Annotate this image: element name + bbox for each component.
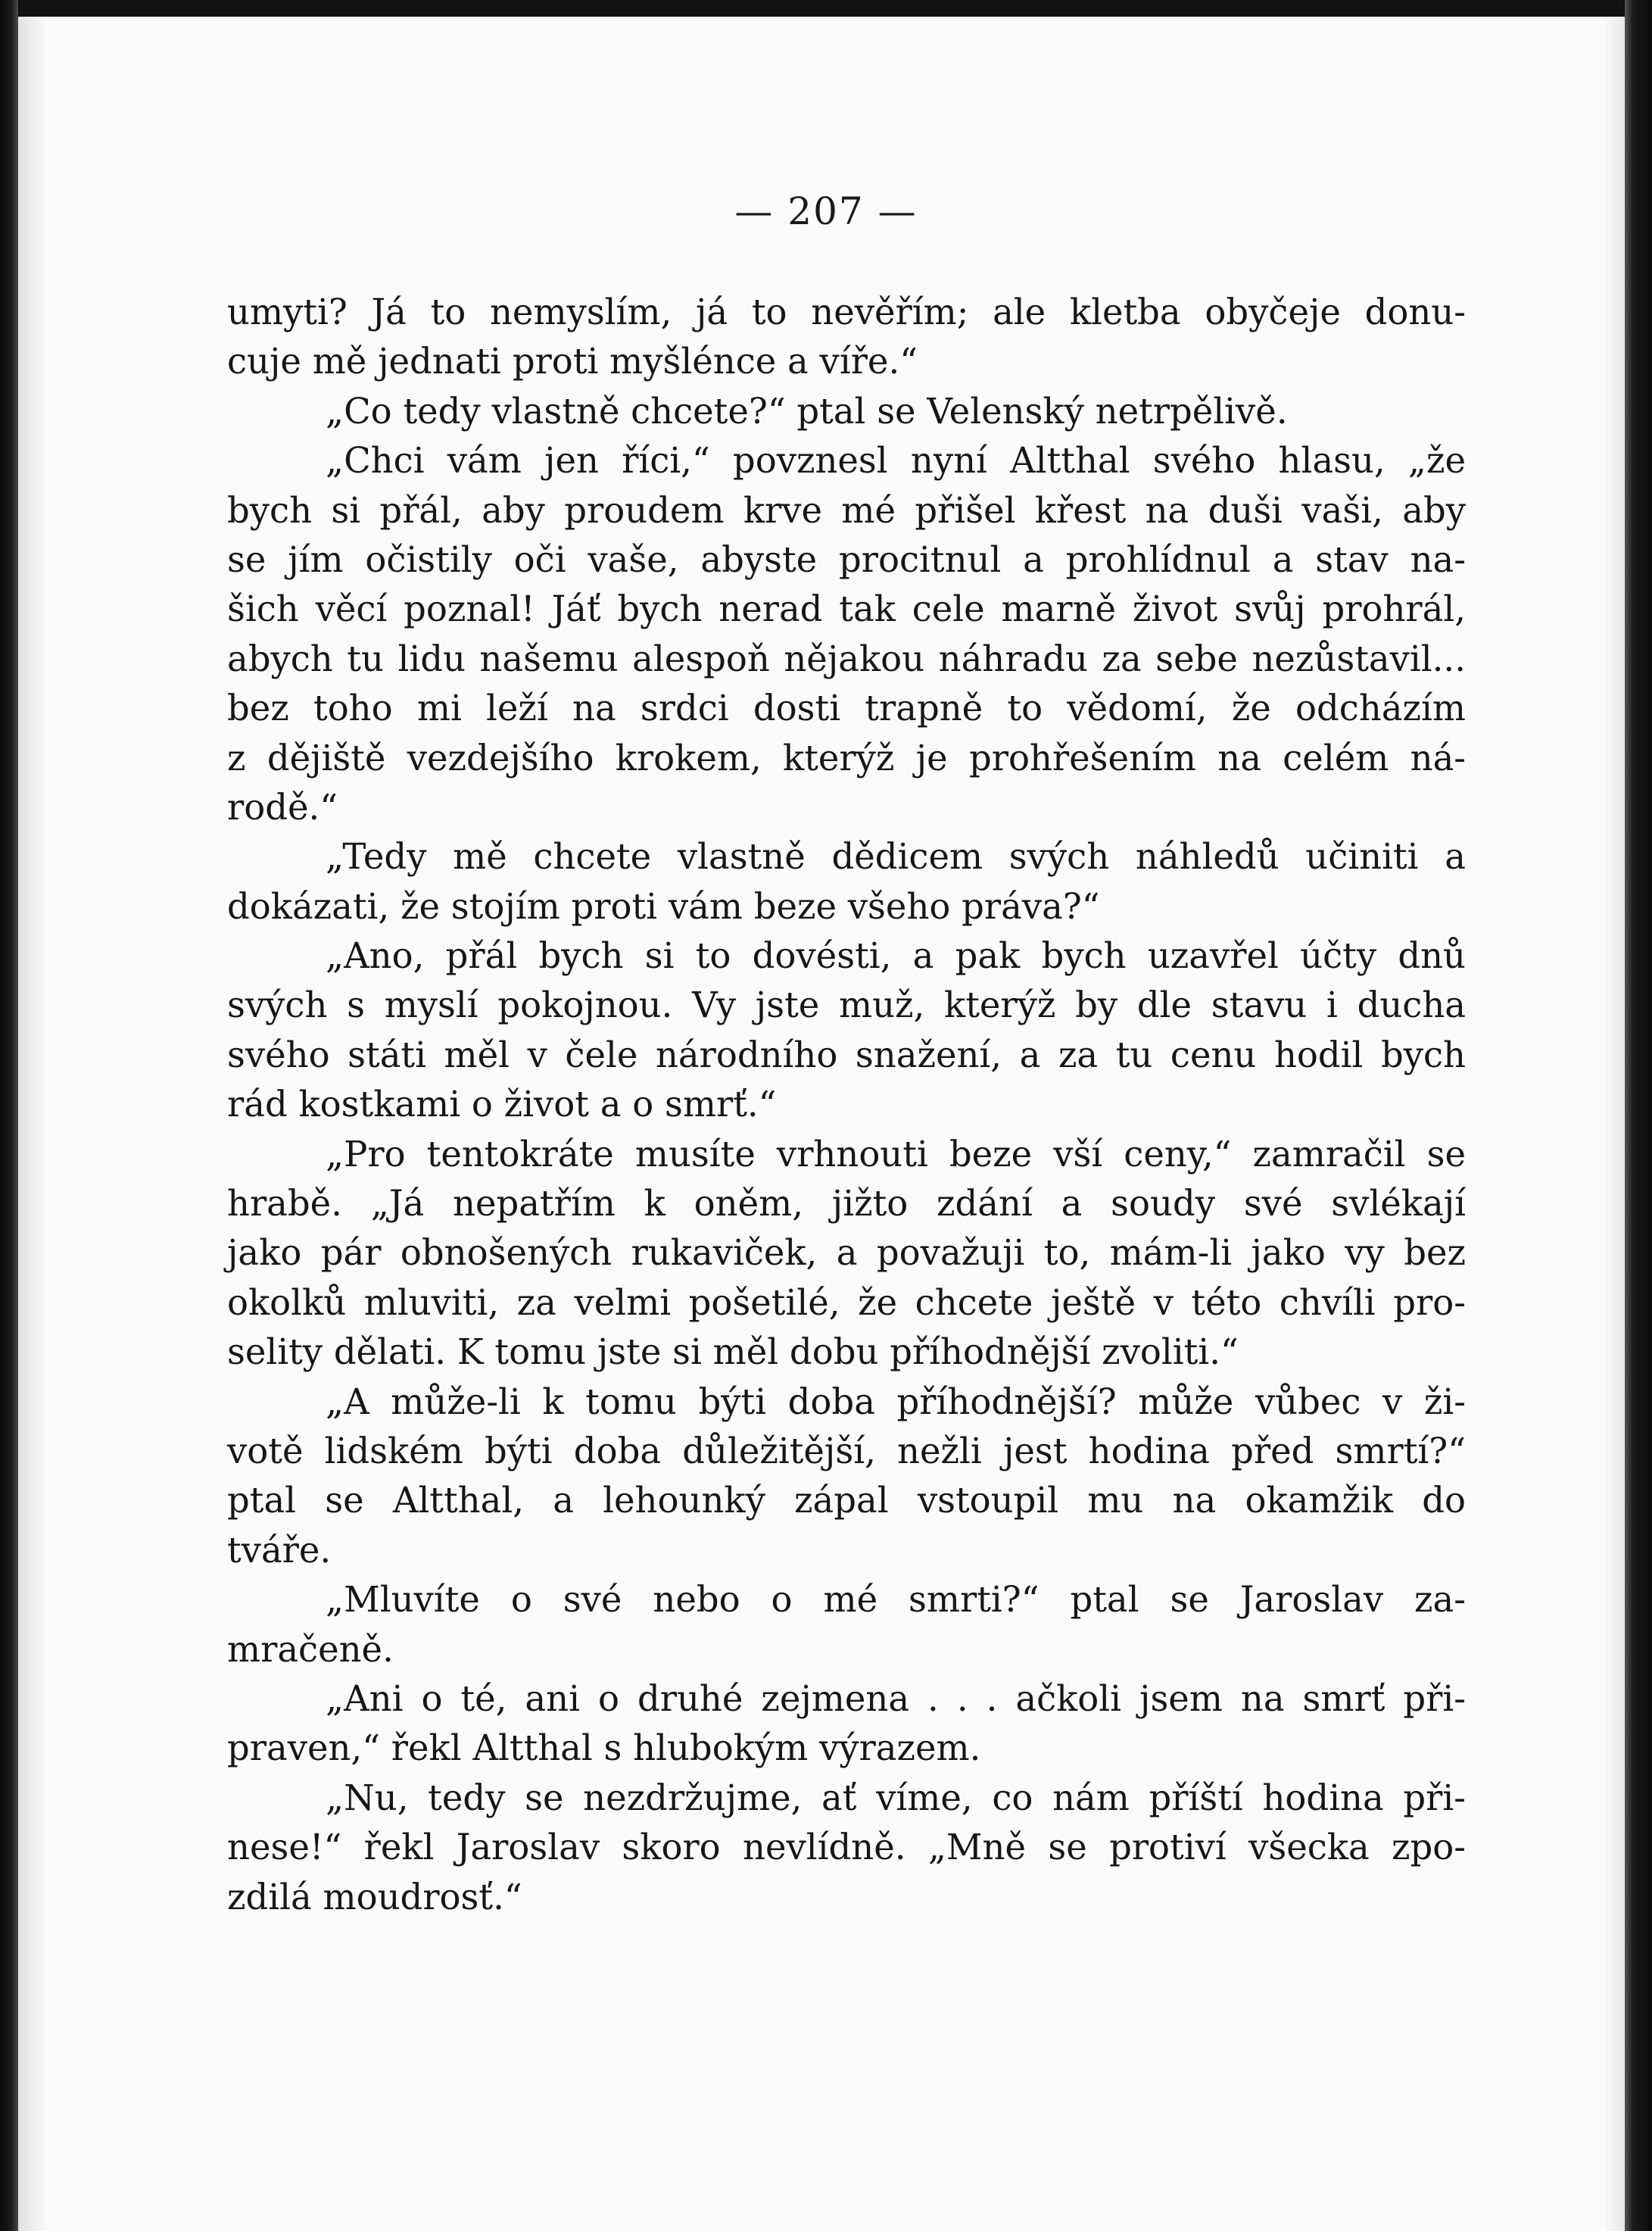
text-line: umyti? Já to nemyslím, já to nevěřím; ale kletba obyčeje donu- xyxy=(227,292,1466,332)
scan-border-right xyxy=(1625,0,1652,2231)
text-line: „Pro tentokráte musíte vrhnouti beze vší ceny,“ zamračil se xyxy=(326,1133,1466,1175)
text-line: praven,“ řekl Altthal s hlubokým výrazem. xyxy=(227,1727,981,1769)
text-line: „Chci vám jen říci,“ povznesl nyní Altthal svého hlasu, „že xyxy=(326,440,1466,482)
text-line: se jím očistily oči vaše, abyste procitnul a prohlídnul a stav na- xyxy=(227,538,1466,580)
body-text xyxy=(227,288,1466,1922)
text-line: zdilá moudrosť.“ xyxy=(227,1876,522,1917)
text-line: dokázati, že stojím proti vám beze všeho práva?“ xyxy=(227,885,1100,927)
text-line: z dějiště vezdejšího krokem, kterýž je prohřešením na celém ná- xyxy=(227,737,1466,779)
text-line: „Mluvíte o své nebo o mé smrti?“ ptal se Jaroslav za- xyxy=(326,1579,1466,1621)
text-line: „Tedy mě chcete vlastně dědicem svých náhledů učiniti a xyxy=(326,836,1466,878)
text-line: svých s myslí pokojnou. Vy jste muž, kterýž by dle stavu i ducha xyxy=(227,984,1466,1026)
scan-border-top xyxy=(0,0,1652,17)
text-line: abych tu lidu našemu alespoň nějakou náhradu za sebe nezůstavil... xyxy=(227,638,1466,679)
text-line: hrabě. „Já nepatřím k oněm, jižto zdání a soudy své svlékají xyxy=(227,1183,1466,1225)
page-number: — 207 — xyxy=(734,189,918,233)
text-line: ptal se Altthal, a lehounký zápal vstoupil mu na okamžik do xyxy=(227,1480,1466,1521)
text-line: okolků mluviti, za velmi pošetilé, že chcete ještě v této chvíli pro- xyxy=(227,1281,1466,1323)
text-line: bych si přál, aby proudem krve mé přišel křest na duši vaši, aby xyxy=(227,489,1466,531)
text-line: bez toho mi leží na srdci dosti trapně to vědomí, že odcházím xyxy=(227,688,1466,729)
text-line: tváře. xyxy=(227,1529,332,1571)
text-line: cuje mě jednati proti myšlénce a víře.“ xyxy=(227,341,918,382)
text-line: rád kostkami o život a o smrť.“ xyxy=(227,1084,777,1125)
text-line: „Ani o té, ani o druhé zejmena . . . ačkoli jsem na smrť při- xyxy=(326,1677,1466,1719)
text-line: „Nu, tedy se nezdržujme, ať víme, co nám příští hodina při- xyxy=(326,1777,1466,1818)
text-line: svého státi měl v čele národního snažení, a za tu cenu hodil bych xyxy=(227,1034,1466,1075)
text-line: „A může-li k tomu býti doba příhodnější? může vůbec v ži- xyxy=(326,1381,1466,1422)
text-line: mračeně. xyxy=(227,1628,394,1670)
text-line: „Ano, přál bych si to dovésti, a pak bych uzavřel účty dnů xyxy=(326,935,1466,977)
text-line: „Co tedy vlastně chcete?“ ptal se Velenský netrpělivě. xyxy=(326,390,1288,432)
scan-border-left xyxy=(0,0,18,2231)
text-line: jako pár obnošených rukaviček, a považuji to, mám-li jako vy bez xyxy=(227,1232,1466,1274)
text-line: selity dělati. K tomu jste si měl dobu příhodnější zvoliti.“ xyxy=(227,1331,1239,1373)
text-line: nese!“ řekl Jaroslav skoro nevlídně. „Mně se protiví všecka zpo- xyxy=(227,1827,1466,1868)
text-line: šich věcí poznal! Jáť bych nerad tak cele marně život svůj prohrál, xyxy=(227,588,1466,630)
text-line: votě lidském býti doba důležitější, nežli jest hodina před smrtí?“ xyxy=(227,1430,1466,1471)
text-line: rodě.“ xyxy=(227,786,338,828)
